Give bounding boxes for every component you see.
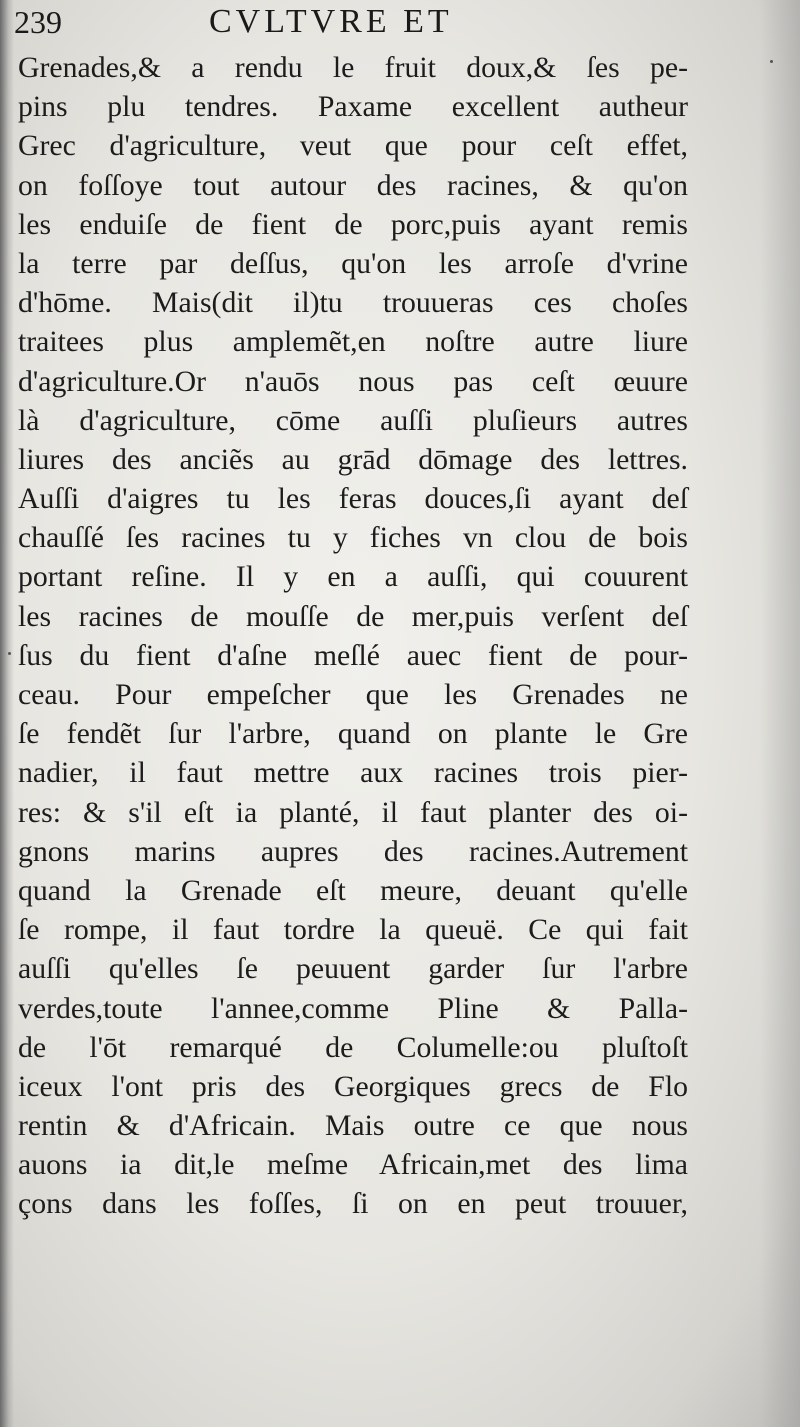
paper-speck <box>770 60 773 63</box>
text-line: de l'ōt remarqué de Columelle:ou pluſtoſt <box>18 1030 688 1064</box>
text-line: ſe rompe, il faut tordre la queuë. Ce qui fait <box>18 913 688 947</box>
text-line: ſe fendẽt ſur l'arbre, quand on plante le Gre <box>18 717 688 751</box>
text-line: Grec d'agriculture, veut que pour ceſt effet, <box>18 129 688 163</box>
text-line: rentin & d'Africain. Mais outre ce que nous <box>18 1109 688 1143</box>
text-line: ceau. Pour empeſcher que les Grenades ne <box>18 678 688 711</box>
text-line: çons dans les foſſes, ſi on en peut trouuer, <box>18 1187 688 1221</box>
text-line: les enduiſe de fient de porc,puis ayant remis <box>18 207 688 241</box>
text-line: liures des anciẽs au grād dōmage des lettres. <box>18 442 688 476</box>
text-line: d'agriculture.Or n'auōs nous pas ceſt œuure <box>18 364 688 398</box>
text-line: là d'agriculture, cōme auſſi pluſieurs autres <box>18 403 688 437</box>
text-line: gnons marins aupres des racines.Autrement <box>18 834 688 868</box>
running-head <box>14 2 694 42</box>
text-line: traitees plus amplemẽt,en noſtre autre liure <box>18 325 688 359</box>
page-number: 239 <box>14 4 62 40</box>
text-line: les racines de mouſſe de mer,puis verſent deſ <box>18 599 688 633</box>
text-line: Grenades,& a rendu le fruit doux,& ſes pe- <box>18 51 688 84</box>
text-line: la terre par deſſus, qu'on les arroſe d'vrine <box>18 246 688 280</box>
running-title: CVLTVRE ET <box>209 3 453 40</box>
text-line: iceux l'ont pris des Georgiques grecs de Flo <box>18 1069 688 1103</box>
binding-shadow <box>0 0 14 1427</box>
paper-speck <box>8 652 11 655</box>
text-line: nadier, il faut mettre aux racines trois pier- <box>18 756 688 790</box>
text-line: Auſſi d'aigres tu les feras douces,ſi ayant deſ <box>18 482 688 516</box>
text-line: pins plu tendres. Paxame excellent autheur <box>18 90 688 124</box>
text-line: auſſi qu'elles ſe peuuent garder ſur l'arbre <box>18 952 688 986</box>
text-line: portant reſine. Il y en a auſſi, qui couurent <box>18 560 688 594</box>
text-line: quand la Grenade eſt meure, deuant qu'elle <box>18 873 688 907</box>
text-line: verdes,toute l'annee,comme Pline & Palla- <box>18 991 688 1025</box>
text-line: ſus du fient d'aſne meſlé auec fient de pour- <box>18 638 688 672</box>
body-text <box>18 48 688 1224</box>
text-line: auons ia dit,le meſme Africain,met des lima <box>18 1148 688 1182</box>
page-edge-shadow <box>760 0 800 1427</box>
text-line: res: & s'il eſt ia planté, il faut planter des oi- <box>18 795 688 829</box>
text-line: chauſſé ſes racines tu y fiches vn clou de bois <box>18 521 688 555</box>
text-line: d'hōme. Mais(dit il)tu trouueras ces choſes <box>18 286 688 320</box>
text-line: on foſſoye tout autour des racines, & qu'on <box>18 168 688 202</box>
